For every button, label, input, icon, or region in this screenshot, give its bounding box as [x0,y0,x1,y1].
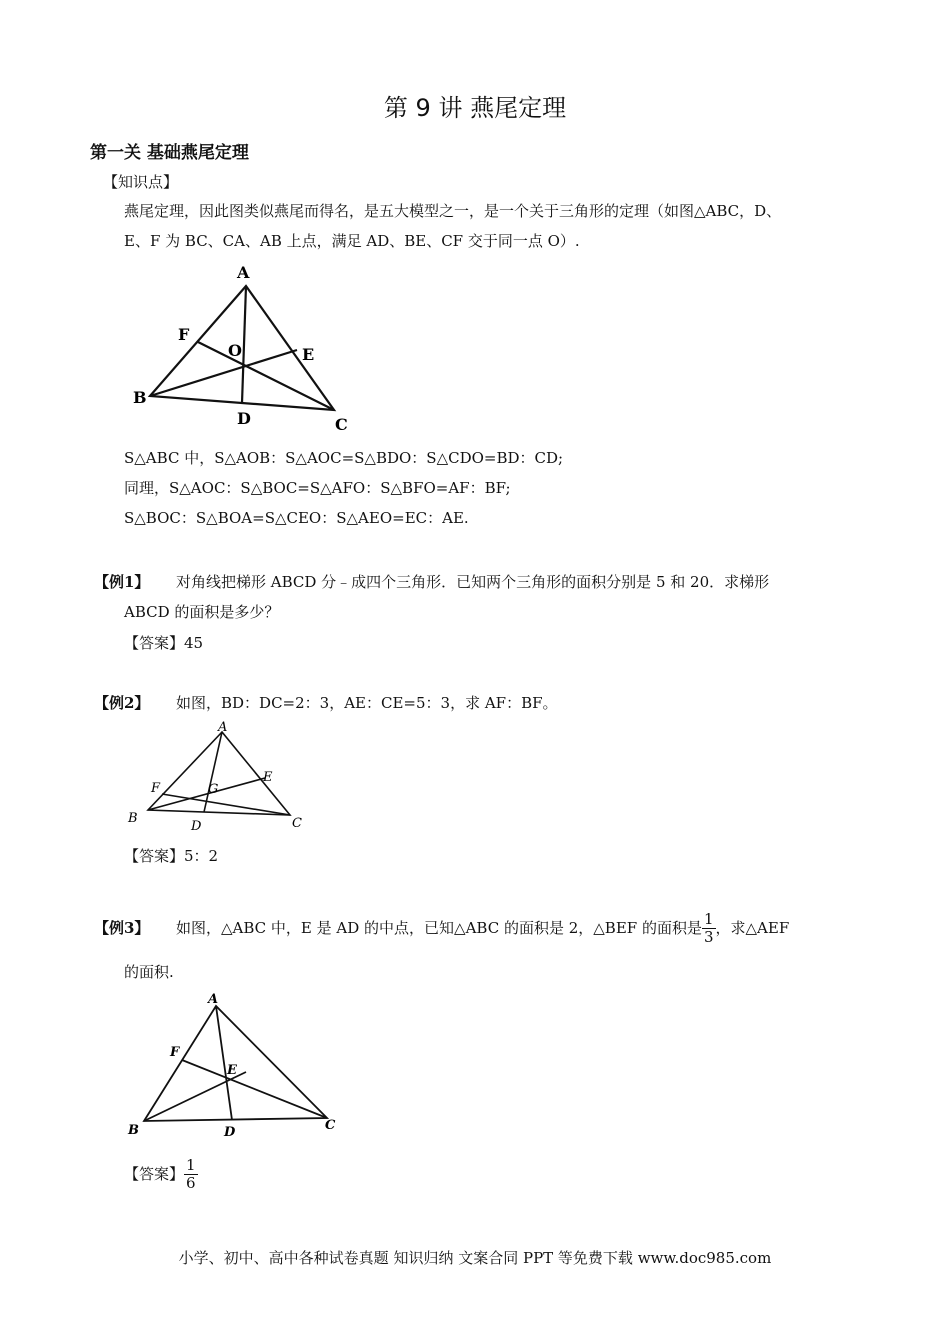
fig3-label-b: B [128,1123,139,1138]
answer-denominator: 6 [186,1173,196,1192]
fig2-label-a: A [218,720,228,735]
page-footer: 小学、初中、高中各种试卷真题 知识归纳 文案合同 PPT 等免费下载 www.doc985.com [178,1249,772,1267]
answer-value: 5：2 [184,847,219,865]
example-3-answer [124,1152,198,1196]
fig2-label-e: E [263,770,273,785]
fig2-label-f: F [151,781,161,796]
fig2-label-b: B [128,811,138,826]
example-1-line-1: 对角线把梯形 ABCD 分﹣成四个三角形．已知两个三角形的面积分别是 5 和 20．求梯形 [176,573,770,591]
formula-line-3: S△BOC：S△BOA=S△CEO：S△AEO=EC：AE. [124,509,469,527]
answer-fraction [184,1157,198,1192]
example-3-figure [120,988,350,1140]
fraction-one-third [702,911,716,946]
answer-tag: 【答案】 [124,634,185,652]
fig3-label-d: D [224,1125,236,1140]
example-3-text-a: 如图，△ABC 中，E 是 AD 的中点，已知△ABC 的面积是 2，△BEF 的面积是 [176,919,702,937]
example-3-line-2: 的面积. [124,963,174,981]
example-2-figure [120,718,320,838]
answer-value: 45 [184,634,204,652]
fig3-label-e: E [227,1063,237,1078]
example-2-answer [124,846,218,866]
fig2-label-c: C [292,816,302,831]
example-3-text-b: ，求△AEF [715,919,790,937]
page-title: 第 9 讲 燕尾定理 [383,94,567,122]
fig-label-d: D [237,409,251,428]
answer-numerator: 1 [186,1155,196,1174]
fig-label-o: O [228,341,242,360]
fraction-numerator: 1 [703,909,714,928]
fraction-denominator: 3 [703,927,714,946]
formula-line-2: 同理，S△AOC：S△BOC=S△AFO：S△BFO=AF：BF; [124,479,511,497]
example-3-line-1 [176,906,789,950]
example-1-label: 【例1】 [94,573,150,591]
fig-label-c: C [335,415,348,434]
fig-label-f: F [178,325,190,344]
knowledge-tag: 【知识点】 [103,173,179,191]
fig3-label-c: C [325,1118,336,1133]
fig3-label-f: F [170,1045,180,1060]
fig2-label-g: G [208,782,219,797]
knowledge-line-1: 燕尾定理，因此图类似燕尾而得名，是五大模型之一，是一个关于三角形的定理（如图△ABC，D、 [124,202,782,220]
example-1-answer [124,633,203,653]
example-2-text: 如图，BD：DC=2：3，AE：CE=5：3，求 AF：BF。 [176,694,558,712]
example-3-label: 【例3】 [94,919,150,937]
section-heading: 第一关 基础燕尾定理 [90,143,249,163]
fig3-label-a: A [208,992,219,1007]
knowledge-line-2: E、F 为 BC、CA、AB 上点，满足 AD、BE、CF 交于同一点 O）. [124,232,580,250]
fig-label-a: A [237,263,250,282]
example-1-line-2: ABCD 的面积是多少？ [124,603,280,621]
answer-tag: 【答案】 [124,847,185,865]
example-2-label: 【例2】 [94,694,150,712]
answer-tag: 【答案】 [124,1165,185,1183]
fig-label-b: B [133,388,147,407]
swallowtail-figure [120,258,370,438]
formula-line-1: S△ABC 中，S△AOB：S△AOC=S△BDO：S△CDO=BD：CD; [124,449,564,467]
fig2-label-d: D [191,819,202,834]
fig-label-e: E [302,345,315,364]
